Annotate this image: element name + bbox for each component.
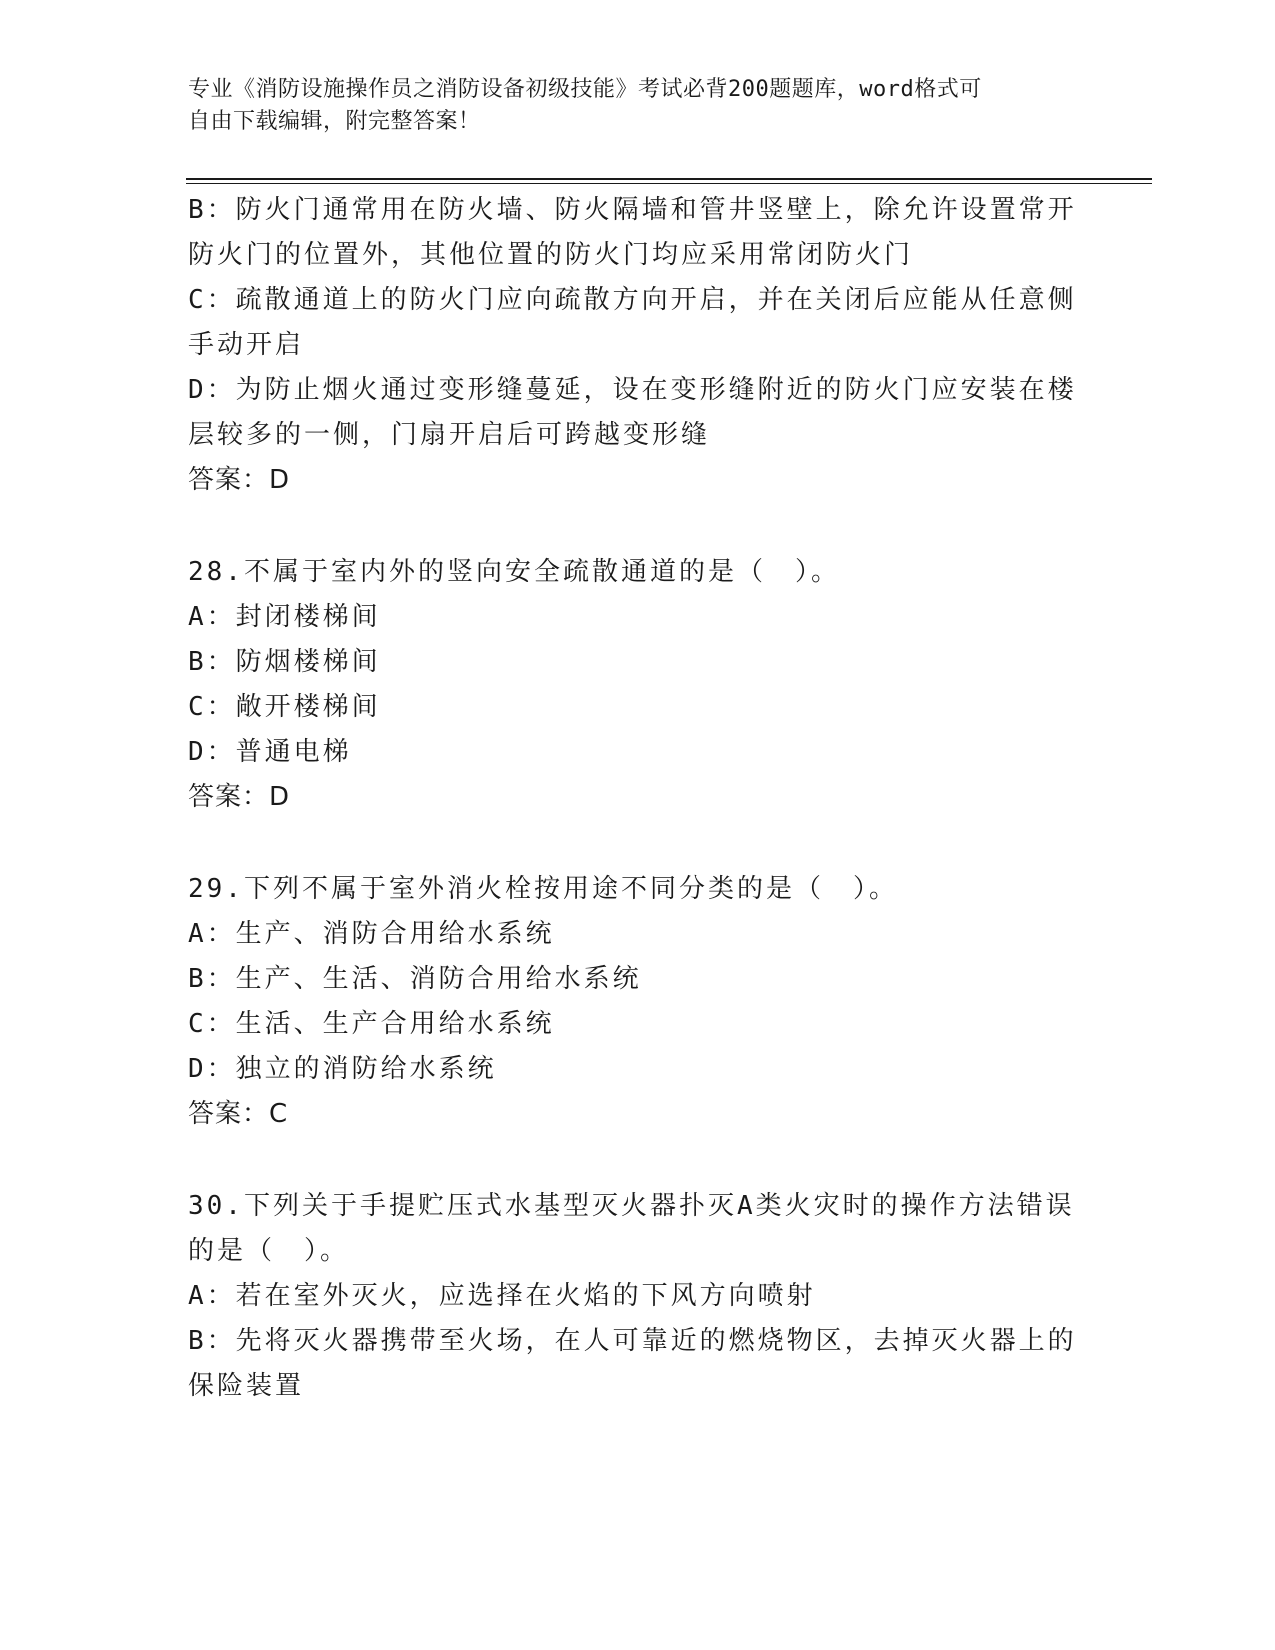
question-30 <box>188 1184 1088 1409</box>
q30-question-line-2: 的是（ ）。 <box>188 1236 350 1266</box>
question-28 <box>188 550 1088 820</box>
q27-option-d-line-2: 层较多的一侧，门扇开启后可跨越变形缝 <box>188 420 711 450</box>
q30-option-b-line-2: 保险装置 <box>188 1371 305 1401</box>
header-rule-thick <box>186 178 1152 180</box>
spacer <box>188 1137 1088 1184</box>
q30-option-b-line-1: B：先将灭火器携带至火场，在人可靠近的燃烧物区，去掉灭火器上的 <box>188 1326 1077 1356</box>
q28-option-d: D：普通电梯 <box>188 737 352 767</box>
header-rule-thin <box>186 183 1152 184</box>
document-header <box>188 74 1068 138</box>
q28-option-c: C：敞开楼梯间 <box>188 692 381 722</box>
question-27-tail <box>188 188 1088 503</box>
q29-option-b: B：生产、生活、消防合用给水系统 <box>188 964 642 994</box>
q29-option-a: A：生产、消防合用给水系统 <box>188 919 555 949</box>
q29-answer: 答案：C <box>188 1099 289 1129</box>
spacer <box>188 820 1088 867</box>
q27-option-c-line-2: 手动开启 <box>188 330 305 360</box>
q28-option-b: B：防烟楼梯间 <box>188 647 381 677</box>
q30-option-a: A：若在室外灭火，应选择在火焰的下风方向喷射 <box>188 1281 816 1311</box>
q29-option-d: D：独立的消防给水系统 <box>188 1054 497 1084</box>
header-title-line-1: 专业《消防设施操作员之消防设备初级技能》考试必背200题题库，word格式可 <box>188 77 982 102</box>
q30-question-line-1: 30.下列关于手提贮压式水基型灭火器扑灭A类火灾时的操作方法错误 <box>188 1191 1075 1221</box>
q27-answer: 答案：D <box>188 465 291 495</box>
header-title-line-2: 自由下载编辑，附完整答案！ <box>188 109 481 134</box>
q27-option-c-line-1: C：疏散通道上的防火门应向疏散方向开启，并在关闭后应能从任意侧 <box>188 285 1077 315</box>
q28-question: 28.不属于室内外的竖向安全疏散通道的是（ ）。 <box>188 557 840 587</box>
q27-option-b-line-1: B：防火门通常用在防火墙、防火隔墙和管井竖壁上，除允许设置常开 <box>188 195 1077 225</box>
q28-answer: 答案：D <box>188 782 291 812</box>
q29-question: 29.下列不属于室外消火栓按用途不同分类的是（ ）。 <box>188 874 898 904</box>
spacer <box>188 503 1088 550</box>
q29-option-c: C：生活、生产合用给水系统 <box>188 1009 555 1039</box>
q28-option-a: A：封闭楼梯间 <box>188 602 381 632</box>
q27-option-b-line-2: 防火门的位置外，其他位置的防火门均应采用常闭防火门 <box>188 240 914 270</box>
question-29 <box>188 867 1088 1137</box>
q27-option-d-line-1: D：为防止烟火通过变形缝蔓延，设在变形缝附近的防火门应安装在楼 <box>188 375 1077 405</box>
question-content <box>188 188 1088 1409</box>
